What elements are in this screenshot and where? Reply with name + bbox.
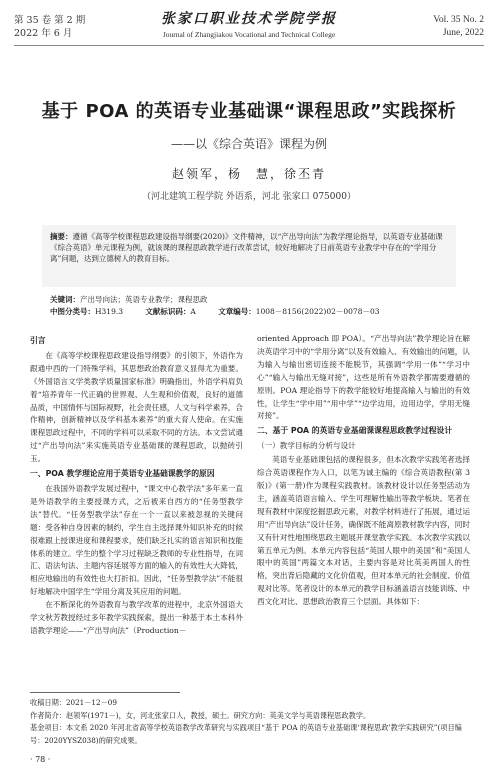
keywords-text: 产出导向法；英语专业教学；课程思政	[80, 295, 208, 304]
abstract-text: 遵循《高等学校课程思政建设指导纲要(2020)》文件精神，以“产出导向法”为教学理论指导，以英语专业基础课《综合英语》单元课程为例，就该课的课程思政教学进行改革尝试，较好地解决了日前英语专业教学中存在的“学用分离”问题，达到立德树人的教育目标。	[50, 232, 443, 263]
paragraph: oriented Approach 即 POA）。“产出导向法”教学理论旨在解决英语学习中的“学用分离”以及有效输入、有效输出的问题，认为输入与输出密切连接不能脱节，其强调“学用一体”“学习中心”“输入与输出无缝对接”，这些是所有外语教学都需要遵循的原则。POA 理论指导下的教学能较好地提高输入与输出的有效性，让学生“学中用”“用中学”“边学边用，边用边学，学用无缝对接”。	[257, 334, 470, 421]
keywords	[50, 294, 208, 305]
doc-code-label: 文献标识码：	[145, 307, 191, 316]
keywords-label: 关键词：	[50, 295, 80, 304]
journal-name-cn: 张家口职业技术学院学报	[161, 11, 337, 27]
classification-line	[50, 306, 400, 317]
volume-en: Vol. 35 No. 2	[433, 15, 484, 25]
page-number: · 78 ·	[30, 755, 51, 764]
received-date: 收稿日期：2021－12－09	[30, 698, 117, 707]
paragraph: 在我国外语教学发展过程中，“课文中心教学法”多年来一直是外语教学的主要授课方式，之后被来自西方的“任务型教学法”替代。“任务型教学法”存在一个一直以来被忽视的关键问题：受各种自身因素的制约，学生自主选择课外知识补充的时候很难跟上授课进度和课程要求，使们缺乏扎实的语言知识和技能体系的建立。学生的整个学习过程缺乏教师的专业性指导，在词汇、语法句法、主题内容延展等方面的输入的有效性大大降低，相应地输出的有效性也大打折扣。因此，“任务型教学法”不能很好地解决中国学生“学用分离及其应用的问题。	[30, 483, 243, 597]
paper-subtitle: ——以《综合英语》课程为例	[170, 137, 327, 151]
subsection-heading: （一）教学目标的分析与设计	[257, 441, 356, 451]
right-column	[257, 333, 470, 609]
abstract	[42, 225, 456, 287]
paragraph: 在不断深化的外语教育与教学改革的进程中，北京外国语大学文秋芳教授经过多年教学实践探索，提出一种基于本土本科外语教学理论——“产出导向法”（Production－	[30, 600, 243, 635]
clc-label: 中图分类号：	[50, 307, 95, 316]
paragraph: 英语专业基础课包括的课程很多，但本次教学实践笔者选择综合英语课程作为入口，以笔为诚主编的《综合英语教程(第 3 版)》(第一册)作为课程实践教材。该教材设计以任务型活动为主，涵盖英语语言输入、学生可理解性输出等教学板块。笔者在现有教材中深度挖掘思政元素，对教学材料进行了拓展，通过运用“产出导向法”设计任务，确保既不能离原教材教学内容，同时又有针对性地围绕思政主题展开课堂教学实践。本次教学实践以第五单元为例。本单元内容包括“英国人眼中的美国”和“美国人眼中的英国”两篇文本对话，主要内容是对比英美两国人的性格，突出背后隐藏的文化价值观，但对本单元的社会制度、价值观对比等。笔者设计的本单元的教学目标涵盖语言技能训练、中西文化对比、思想政治教育三个层面。具体如下：	[257, 455, 470, 607]
section-heading: 二、基于 POA 的英语专业基础课课程思政教学过程设计	[257, 426, 453, 436]
header-volume-info	[14, 14, 85, 40]
footnote	[30, 697, 468, 747]
journal-header	[120, 8, 378, 39]
date-en: June, 2022	[442, 28, 484, 38]
paper-title: 基于 POA 的英语专业基础课“课程思政”实践探析	[41, 101, 457, 122]
paper-authors: 赵领军，杨 慧，徐丕青	[171, 167, 326, 181]
header-volume-info-en	[433, 14, 484, 40]
journal-name-en: Journal of Zhangjiakou Vocational and Technical College	[162, 30, 336, 39]
header-divider	[14, 45, 484, 46]
article-id-value: 1008－8156(2022)02－0078－03	[255, 307, 380, 316]
clc-value: H319.3	[95, 307, 124, 316]
left-column	[30, 333, 243, 638]
paragraph: 在《高等学校课程思政建设指导纲要》的引领下，外语作为跟通中西的一门特殊学科，其思想政治教育意义显得尤为重要。《外国语言文学类教学质量国家标准》明确指出，外语学科肩负着“培养青年一代正确的世界观、人生观和价值观，良好的道德品质，中国情怀与国际视野，社会责任感，人文与科学素养，合作精神，创新精神以及学科基本素养”的重大育人使命。在实施课程思政过程中，不同的学科可以采取不同的方法。本文尝试通过“产出导向法”来实施英语专业基础课的课程思政，以抛砖引玉。	[30, 350, 243, 464]
doc-code-value: A	[190, 307, 196, 316]
section-heading: 一、POA 教学理论应用于英语专业基础课教学的原因	[30, 469, 215, 479]
volume-cn: 第 35 卷 第 2 期	[14, 15, 86, 26]
paper-affiliation: （河北建筑工程学院 外语系，河北 张家口 075000）	[142, 192, 356, 202]
article-id-label: 文章编号：	[218, 307, 256, 316]
footnote-divider	[30, 692, 180, 693]
date-cn: 2022 年 6 月	[14, 28, 73, 39]
author-bio: 作者简介：赵领军(1971－)，女，河北张家口人，教授，硕士。研究方向：英美文学与英语课程思政教学。	[30, 710, 371, 720]
intro-heading: 引言	[30, 336, 46, 345]
fund-info: 基金项目：本文系 2020 年河北省高等学校英语教学改革研究与实践项目“基于 POA 的英语专业基础课‘课程思政’教学实践研究”(项目编号：2020YYSZ038)的研究成果。	[30, 723, 462, 745]
abstract-label: 摘要：	[50, 232, 73, 241]
